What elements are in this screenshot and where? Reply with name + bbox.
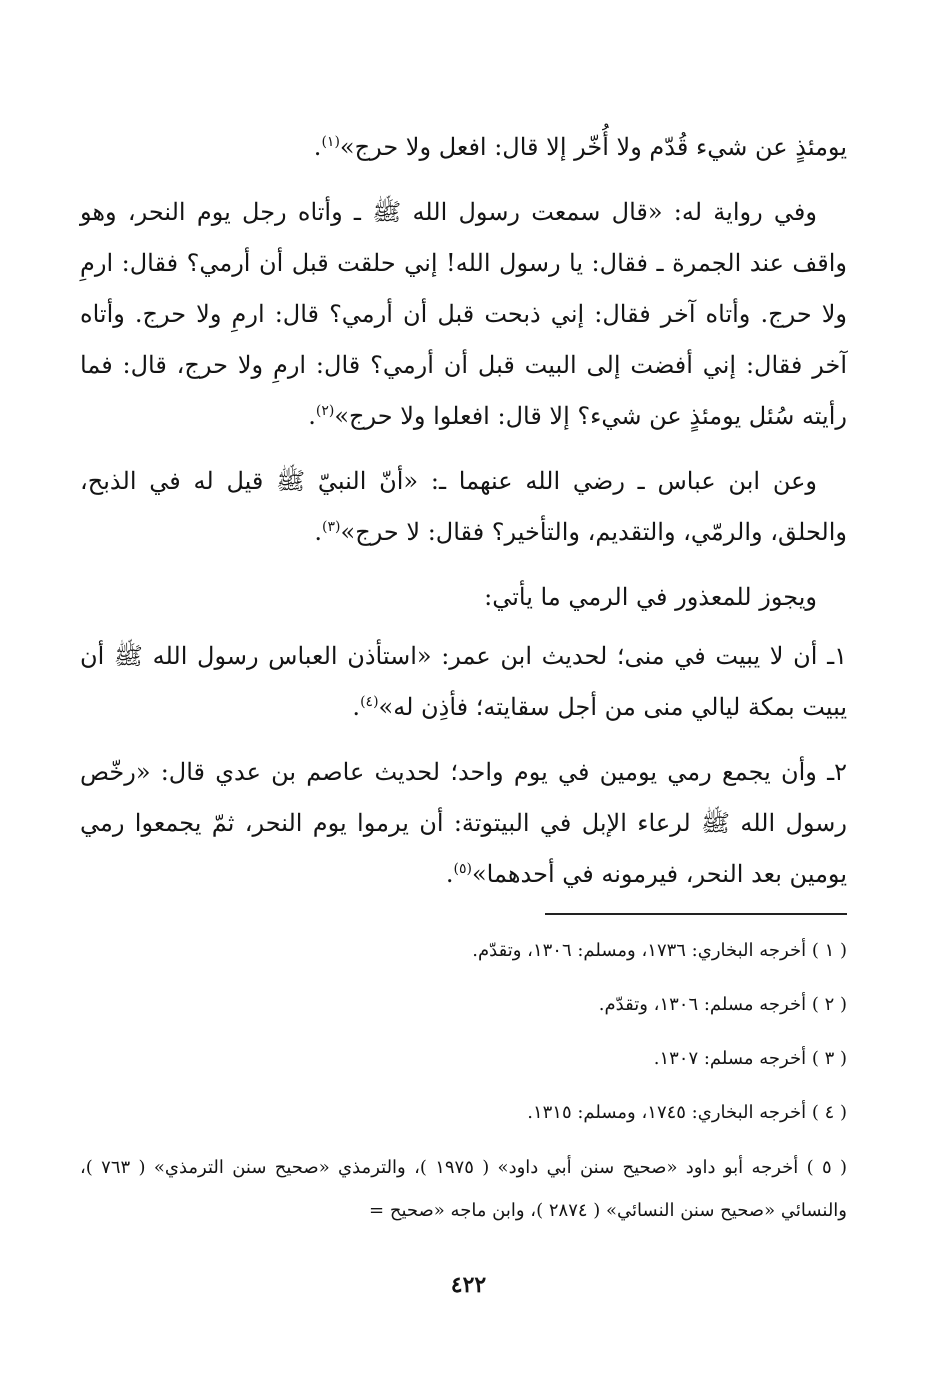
paragraph-1-end: . — [313, 133, 322, 161]
paragraph-4 — [80, 572, 847, 623]
paragraph-3 — [80, 456, 847, 558]
footnote-ref-2[interactable]: (٢) — [315, 403, 335, 419]
footnote-3: ( ٣ ) أخرجه مسلم: ١٣٠٧. — [653, 1048, 847, 1069]
footnote-4: ( ٤ ) أخرجه البخاري: ١٧٤٥، ومسلم: ١٣١٥. — [527, 1102, 847, 1123]
paragraph-1-text: يومئذٍ عن شيء قُدّم ولا أُخّر إلا قال: افعل ولا حرج» — [339, 133, 847, 161]
page-number: ٤٢٢ — [450, 1272, 487, 1298]
paragraph-6-text: ٢ـ وأن يجمع رمي يومين في يوم واحد؛ لحديث عاصم بن عدي قال: «رخّص رسول الله ﷺ لرعاء الإبل في البيتوتة: أن يرموا يوم النحر، ثمّ يجمعوا رمي يومين بعد النحر، فيرمونه في أحدهما» — [80, 758, 847, 888]
footnote-ref-5[interactable]: (٥) — [453, 861, 472, 877]
footnote-ref-3[interactable]: (٣) — [322, 519, 341, 535]
paragraph-3-text: وعن ابن عباس ـ رضي الله عنهما ـ: «أنّ النبيّ ﷺ قيل له في الذبح، والحلق، والرمّي، والتقديم، والتأخير؟ فقال: لا حرج» — [80, 467, 847, 546]
paragraph-3-end: . — [314, 518, 323, 546]
footnote-separator — [545, 913, 847, 915]
footnote-1: ( ١ ) أخرجه البخاري: ١٧٣٦، ومسلم: ١٣٠٦، وتقدّم. — [472, 940, 847, 961]
paragraph-2-text: وفي رواية له: «قال سمعت رسول الله ﷺ ـ وأتاه رجل يوم النحر، وهو واقف عند الجمرة ـ فقال: يا رسول الله! إني حلقت قبل أن أرمي؟ فقال: ارمِ ولا حرج. وأتاه آخر فقال: إني ذبحت قبل أن أرمي؟ قال: ارمِ ولا حرج. وأتاه آخر فقال: إني أفضت إلى البيت قبل أن أرمي؟ قال: ارمِ ولا حرج، قال: فما رأيته سُئل يومئذٍ عن شيء؟ إلا قال: افعلوا ولا حرج» — [80, 198, 848, 430]
paragraph-2 — [80, 187, 847, 442]
paragraph-5 — [80, 631, 847, 733]
paragraph-5-end: . — [352, 693, 361, 721]
footnote-2: ( ٢ ) أخرجه مسلم: ١٣٠٦، وتقدّم. — [598, 994, 847, 1015]
paragraph-5-text: ١ـ أن لا يبيت في منى؛ لحديث ابن عمر: «استأذن العباس رسول الله ﷺ أن يبيت بمكة ليالي منى من أجل سقايته؛ فأذِن له» — [80, 642, 847, 721]
paragraph-6 — [80, 747, 847, 900]
paragraph-6-end: . — [445, 860, 454, 888]
footnote-ref-1[interactable]: (١) — [321, 134, 340, 150]
paragraph-1 — [80, 122, 847, 173]
paragraph-2-end: . — [308, 402, 316, 430]
paragraph-4-text: ويجوز للمعذور في الرمي ما يأتي: — [484, 583, 817, 611]
footnote-5: ( ٥ ) أخرجه أبو داود «صحيح سنن أبي داود» ( ١٩٧٥ )، والترمذي «صحيح سنن الترمذي» ( ٧٦٣ )، والنسائي «صحيح سنن النسائي» ( ٢٨٧٤ )، وابن ماجه «صحيح = — [80, 1157, 847, 1221]
footnote-ref-4[interactable]: (٤) — [360, 694, 379, 710]
